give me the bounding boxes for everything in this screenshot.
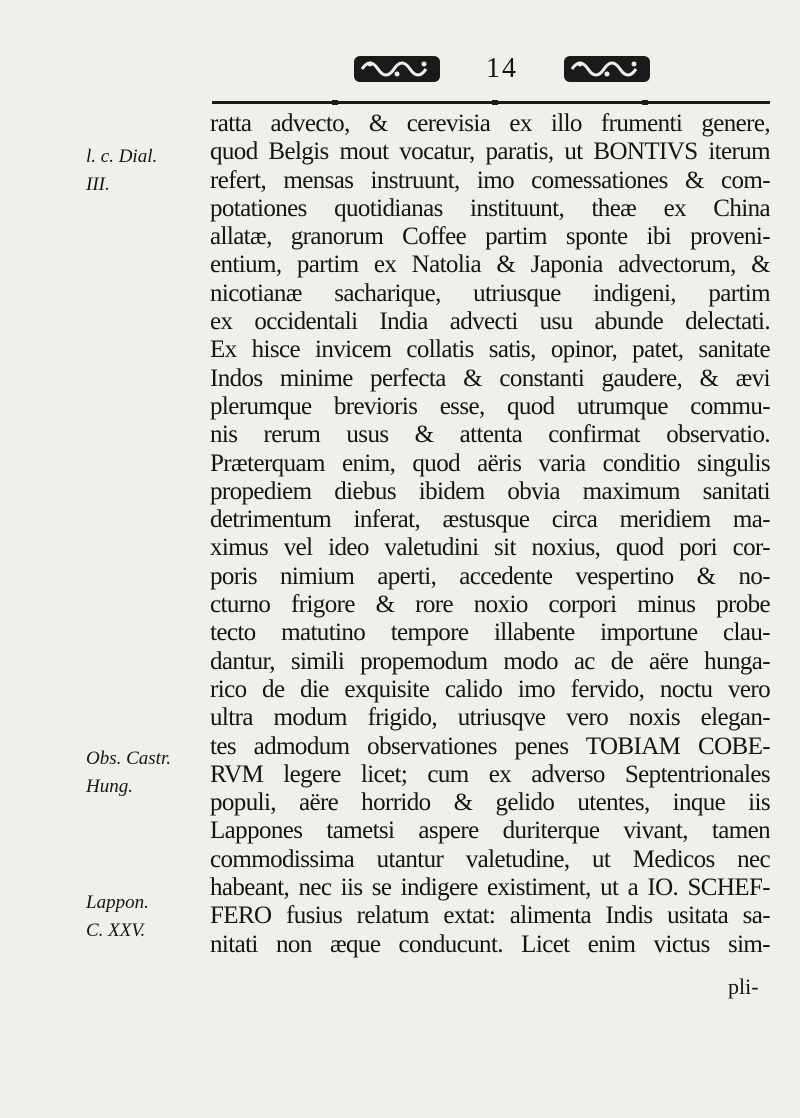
text-line: potationes quotidianas instituunt, theæ ex China <box>210 194 770 222</box>
margin-note: C. XXV. <box>86 920 146 941</box>
text-line: rico de die exquisite calido imo fervido, noctu vero <box>210 675 770 703</box>
text-line: Præterquam enim, quod aëris varia conditio singulis <box>210 449 770 477</box>
text-line: Lappones tametsi aspere duriterque vivant, tamen <box>210 817 770 845</box>
text-line: nitati non æque conducunt. Licet enim victus sim- <box>210 930 770 958</box>
text-line: plerumque brevioris esse, quod utrumque commu- <box>210 392 770 420</box>
margin-note: Obs. Castr. <box>86 748 171 769</box>
text-line: propediem diebus ibidem obvia maximum sanitati <box>210 477 770 505</box>
text-line: allatæ, granorum Coffee partim sponte ibi proveni- <box>210 223 770 251</box>
margin-note: III. <box>86 174 110 195</box>
text-line: tes admodum observationes penes TOBIAM COBE- <box>210 732 770 760</box>
header-rule <box>212 100 770 105</box>
text-line: habeant, nec iis se indigere existiment, ut a IO. SCHEF- <box>210 874 770 902</box>
text-line: detrimentum inferat, æstusque circa meridiem ma- <box>210 506 770 534</box>
text-line: Indos minime perfecta & constanti gaudere, & ævi <box>210 364 770 392</box>
fleuron-ornament-left-icon <box>352 50 442 88</box>
text-line: entium, partim ex Natolia & Japonia advectorum, & <box>210 251 770 279</box>
text-line: RVM legere licet; cum ex adverso Septentrionales <box>210 760 770 788</box>
text-line: ratta advecto, & cerevisia ex illo frumenti genere, <box>210 110 770 137</box>
margin-note: l. c. Dial. <box>86 146 158 167</box>
fleuron-ornament-right-icon <box>562 50 652 88</box>
text-line: populi, aëre horrido & gelido utentes, inque iis <box>210 789 770 817</box>
text-line: ximus vel ideo valetudini sit noxius, quod pori cor- <box>210 534 770 562</box>
margin-note: Hung. <box>86 776 133 797</box>
text-line: cturno frigore & rore noxio corpori minus probe <box>210 591 770 619</box>
text-line: commodissima utantur valetudine, ut Medicos nec <box>210 845 770 873</box>
text-line: tecto matutino tempore illabente importune clau- <box>210 619 770 647</box>
text-line: refert, mensas instruunt, imo comessationes & com- <box>210 166 770 194</box>
text-line: ex occidentali India advecti usu abunde delectati. <box>210 308 770 336</box>
page-number: 14 <box>486 53 518 84</box>
margin-note: Lappon. <box>86 892 149 913</box>
text-line: FERO fusius relatum extat: alimenta Indis usitata sa- <box>210 902 770 930</box>
text-line: Ex hisce invicem collatis satis, opinor, patet, sanitate <box>210 336 770 364</box>
text-line: dantur, simili propemodum modo ac de aëre hunga- <box>210 647 770 675</box>
margin-notes <box>0 0 200 1118</box>
text-line: nis rerum usus & attenta confirmat observatio. <box>210 421 770 449</box>
text-line: nicotianæ sacharique, utriusque indigeni, partim <box>210 279 770 307</box>
catchword: pli- <box>728 974 759 999</box>
body-text <box>210 110 770 959</box>
text-line: quod Belgis mout vocatur, paratis, ut BONTIVS iterum <box>210 138 770 166</box>
text-line: ultra modum frigido, utriusqve vero noxis elegan- <box>210 704 770 732</box>
page-header <box>352 44 652 94</box>
text-line: poris nimium aperti, accedente vespertino & no- <box>210 562 770 590</box>
